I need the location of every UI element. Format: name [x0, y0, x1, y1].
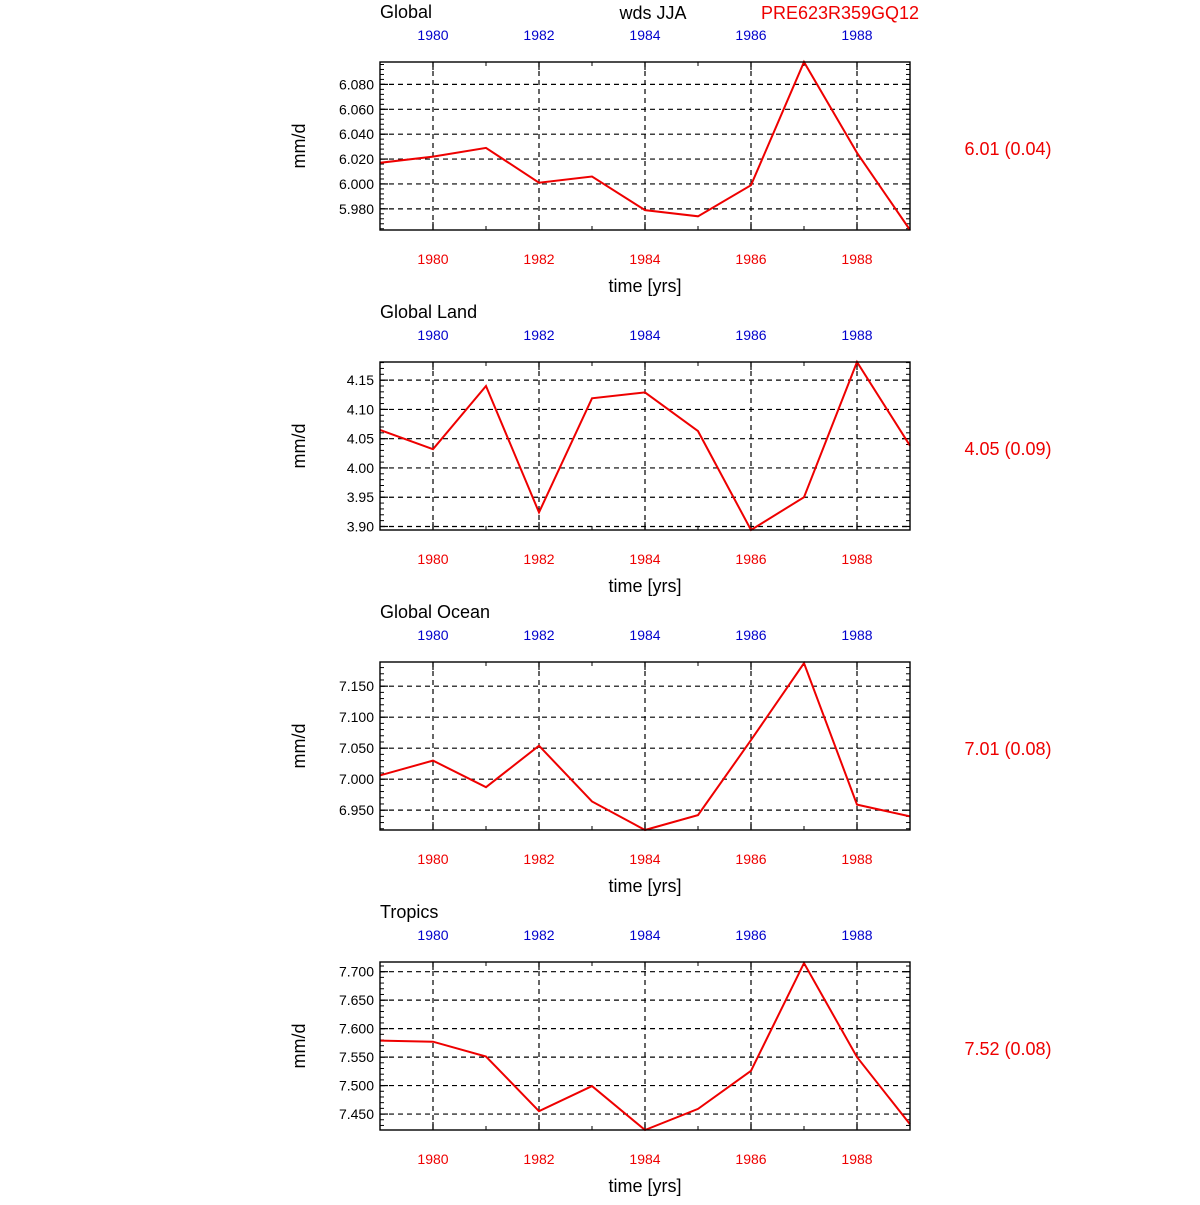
stats-value: 6.01 (0.04): [964, 139, 1052, 159]
y-tick-label: 7.050: [338, 740, 374, 757]
x-tick-label-top: 1986: [735, 627, 767, 643]
x-tick-label-bottom: 1988: [841, 1151, 873, 1167]
y-tick-label: 6.040: [338, 126, 374, 143]
x-tick-label-top: 1986: [735, 927, 767, 943]
x-axis-label: time [yrs]: [608, 876, 682, 896]
x-tick-label-bottom: 1986: [735, 551, 767, 567]
y-tick-label: 3.90: [346, 518, 374, 535]
x-tick-label-bottom: 1986: [735, 851, 767, 867]
x-tick-label-top: 1984: [629, 627, 661, 643]
y-tick-label: 6.020: [338, 151, 374, 168]
y-tick-label: 6.080: [338, 76, 374, 93]
x-tick-label-top: 1980: [417, 327, 449, 343]
x-tick-label-bottom: 1984: [629, 551, 661, 567]
x-tick-label-bottom: 1988: [841, 251, 873, 267]
x-tick-label-bottom: 1984: [629, 851, 661, 867]
x-tick-label-bottom: 1980: [417, 551, 449, 567]
x-tick-label-bottom: 1982: [523, 551, 555, 567]
y-tick-label: 7.600: [338, 1020, 374, 1037]
x-tick-label-bottom: 1982: [523, 851, 555, 867]
y-tick-label: 7.450: [338, 1106, 374, 1123]
y-tick-label: 7.000: [338, 771, 374, 788]
variable-label: wds JJA: [619, 3, 687, 23]
x-tick-label-bottom: 1984: [629, 1151, 661, 1167]
panel-tropics: [289, 902, 1052, 1196]
x-tick-label-top: 1988: [841, 627, 873, 643]
x-axis-label: time [yrs]: [608, 1176, 682, 1196]
stats-value: 4.05 (0.09): [964, 439, 1052, 459]
x-axis-label: time [yrs]: [608, 576, 682, 596]
x-tick-label-bottom: 1984: [629, 251, 661, 267]
panel-title: Global Ocean: [380, 602, 491, 622]
x-tick-label-top: 1986: [735, 327, 767, 343]
x-axis-label: time [yrs]: [608, 276, 682, 296]
x-tick-label-bottom: 1988: [841, 851, 873, 867]
x-tick-label-bottom: 1982: [523, 1151, 555, 1167]
panel-global: [289, 2, 1052, 296]
y-tick-label: 7.700: [338, 963, 374, 980]
x-tick-label-top: 1988: [841, 327, 873, 343]
y-tick-label: 3.95: [346, 489, 374, 506]
y-tick-label: 4.05: [346, 430, 374, 447]
panel-title: Global: [380, 2, 433, 22]
x-tick-label-top: 1980: [417, 27, 449, 43]
x-tick-label-top: 1984: [629, 327, 661, 343]
x-tick-label-top: 1988: [841, 927, 873, 943]
x-tick-label-top: 1980: [417, 627, 449, 643]
x-tick-label-top: 1982: [523, 27, 555, 43]
y-tick-label: 6.950: [338, 802, 374, 819]
stats-value: 7.52 (0.08): [964, 1039, 1052, 1059]
y-tick-label: 7.150: [338, 678, 374, 695]
x-tick-label-bottom: 1986: [735, 251, 767, 267]
y-axis-label: mm/d: [289, 723, 309, 769]
x-tick-label-bottom: 1980: [417, 1151, 449, 1167]
y-tick-label: 4.10: [346, 401, 374, 418]
x-tick-label-top: 1982: [523, 627, 555, 643]
y-axis-label: mm/d: [289, 1023, 309, 1069]
stats-value: 7.01 (0.08): [964, 739, 1052, 759]
x-tick-label-top: 1984: [629, 27, 661, 43]
x-tick-label-bottom: 1988: [841, 551, 873, 567]
y-tick-label: 4.15: [346, 372, 374, 389]
y-tick-label: 7.500: [338, 1077, 374, 1094]
y-tick-label: 6.060: [338, 101, 374, 118]
x-tick-label-bottom: 1980: [417, 251, 449, 267]
y-tick-label: 7.650: [338, 992, 374, 1009]
x-tick-label-top: 1982: [523, 927, 555, 943]
y-tick-label: 5.980: [338, 200, 374, 217]
experiment-label: PRE623R359GQ12: [760, 3, 920, 23]
x-tick-label-top: 1986: [735, 27, 767, 43]
y-axis-label: mm/d: [289, 423, 309, 469]
x-tick-label-bottom: 1980: [417, 851, 449, 867]
y-axis-label: mm/d: [289, 123, 309, 169]
panel-title: Tropics: [380, 902, 439, 922]
panel-global-ocean: [289, 602, 1052, 896]
x-tick-label-top: 1984: [629, 927, 661, 943]
y-tick-label: 4.00: [346, 459, 374, 476]
y-tick-label: 6.000: [338, 175, 374, 192]
panel-title: Global Land: [380, 302, 478, 322]
x-tick-label-top: 1988: [841, 27, 873, 43]
x-tick-label-bottom: 1982: [523, 251, 555, 267]
x-tick-label-top: 1980: [417, 927, 449, 943]
panel-global-land: [289, 302, 1052, 596]
y-tick-label: 7.100: [338, 709, 374, 726]
x-tick-label-bottom: 1986: [735, 1151, 767, 1167]
y-tick-label: 7.550: [338, 1049, 374, 1066]
x-tick-label-top: 1982: [523, 327, 555, 343]
